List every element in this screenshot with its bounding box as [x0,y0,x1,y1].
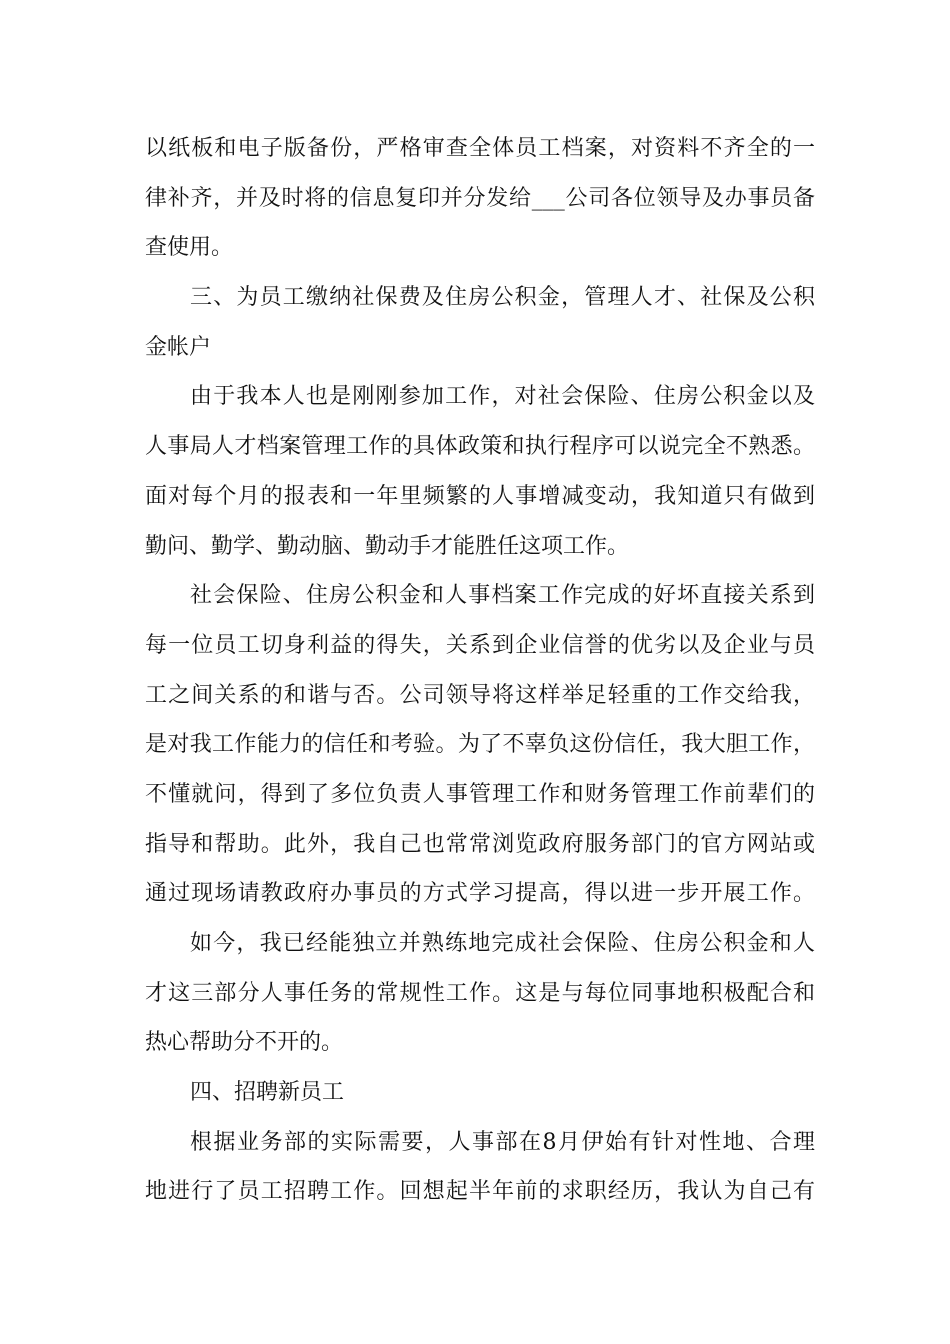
text-line: 金帐户 [145,334,212,360]
text-line: 以纸板和电子版备份，严格审查全体员工档案，对资料不齐全的一 [145,136,815,161]
text-line: 律补齐，并及时将的信息复印并分发给___公司各位领导及办事员备 [145,185,815,211]
text-line: 面对每个月的报表和一年里频繁的人事增减变动，我知道只有做到 [145,483,815,509]
text-line: 社会保险、住房公积金和人事档案工作完成的好坏直接关系到 [190,583,815,609]
text-line: 人事局人才档案管理工作的具体政策和执行程序可以说完全不熟悉。 [145,434,815,460]
text-line: 才这三部分人事任务的常规性工作。这是与每位同事地积极配合和 [145,980,815,1006]
text-line: 指导和帮助。此外，我自己也常常浏览政府服务部门的官方网站或 [145,831,815,857]
text-line: 通过现场请教政府办事员的方式学习提高，得以进一步开展工作。 [145,881,815,907]
text-line: 勤问、勤学、勤动脑、勤动手才能胜任这项工作。 [145,533,630,559]
text-line: 不懂就问，得到了多位负责人事管理工作和财务管理工作前辈们的 [145,781,815,807]
text-line: 每一位员工切身利益的得失，关系到企业信誉的优劣以及企业与员 [145,632,815,658]
text-line: 三、为员工缴纳社保费及住房公积金，管理人才、社保及公积 [190,285,815,311]
text-line: 四、招聘新员工 [190,1080,345,1106]
text-line: 工之间关系的和谐与否。公司领导将这样举足轻重的工作交给我， [145,682,815,708]
document-body [145,124,815,1217]
text-line: 如今，我已经能独立并熟练地完成社会保险、住房公积金和人 [190,931,815,956]
text-line: 热心帮助分不开的。 [145,1030,344,1056]
text-line: 由于我本人也是刚刚参加工作，对社会保险、住房公积金以及 [190,384,815,410]
text-line: 查使用。 [145,235,234,261]
text-line: 地进行了员工招聘工作。回想起半年前的求职经历，我认为自己有 [145,1179,815,1205]
text-line: 是对我工作能力的信任和考验。为了不辜负这份信任，我大胆工作， [145,732,815,758]
text-line: 根据业务部的实际需要，人事部在8月伊始有针对性地、合理 [190,1129,815,1155]
